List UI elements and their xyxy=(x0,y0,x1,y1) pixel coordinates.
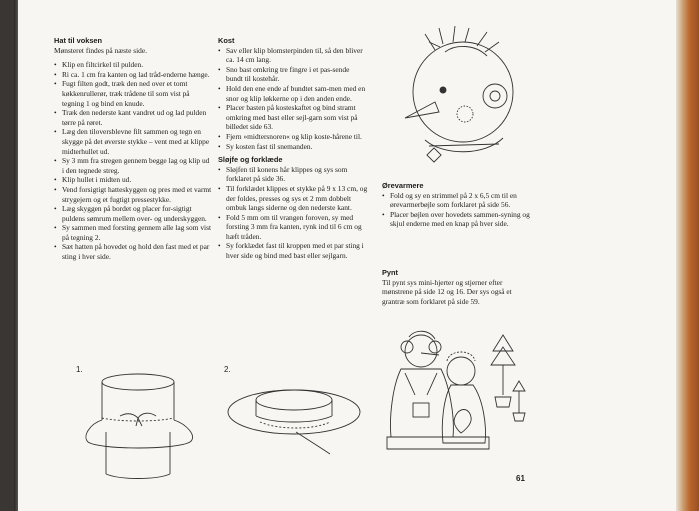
decor-section xyxy=(382,268,530,306)
decor-text: Til pynt sys mini-hjerter og stjerner efter mønstrene på side 12 og 16. Der sys også et grantræ som forklaret på side 59. xyxy=(382,277,512,306)
snowman-head-illustration xyxy=(395,22,525,172)
figure-1-hat-on-tube xyxy=(80,370,200,480)
hat-section xyxy=(54,36,212,262)
decor-title: Pynt xyxy=(382,268,399,277)
list-item: • Sløjfen til konens hår klippes og sys som forklaret på side 36. xyxy=(218,165,368,184)
list-item: • Fugt filten godt, træk den ned over et tomt køkkenrullerør, træk trådene til som vist på tegning 1 og bind en knude. xyxy=(54,79,212,108)
list-item: • Fjern »midtersnoren« og klip koste-hårene til. xyxy=(218,132,368,142)
figure-2-hat-brim xyxy=(224,372,364,462)
hat-title: Hat til voksen xyxy=(54,36,103,45)
list-item: • Hold den ene ende af bundtet sam-men med en snor og klip løkkerne op i den anden ende. xyxy=(218,84,368,103)
list-item: • Sno bast omkring tre fingre i et pas-sende bundt til kostehår. xyxy=(218,65,368,84)
list-item: • Sy forklædet fast til kroppen med et par sting i hver side og bind med bast eller sejlgarn. xyxy=(218,241,368,260)
list-item: • Læg skyggen på bordet og placer for-sigtigt puldens sømrum mellem over- og underskyggen. xyxy=(54,204,212,223)
list-item: • Sav eller klip blomsterpinden til, så den bliver ca. 14 cm lang. xyxy=(218,46,368,65)
list-item: • Klip en filtcirkel til pulden. xyxy=(54,60,212,70)
list-item: • Sy 3 mm fra stregen gennem begge lag og klip ud i den tegnede streg. xyxy=(54,156,212,175)
list-item: • Placer basten på kosteskaftet og bind stramt omkring med bast eller sejl-garn som vist på billedet side 63. xyxy=(218,103,368,132)
list-item: • Sy kosten fast til snemanden. xyxy=(218,142,368,152)
list-item: • Placer bøjlen over hovedets sammen-syning og skjul enderne med en knap på hver side. xyxy=(382,210,530,229)
hat-steps xyxy=(54,60,212,261)
earmuffs-title: Ørevarmere xyxy=(382,181,424,190)
page-edge xyxy=(676,0,699,511)
earmuffs-steps xyxy=(382,191,530,229)
list-item: • Til forklædet klippes et stykke på 9 x 13 cm, og der foldes, presses og sys et 2 mm dobbelt ombuk langs siderne og den nederste kant. xyxy=(218,184,368,213)
list-item: • Ri ca. 1 cm fra kanten og lad tråd-enderne hænge. xyxy=(54,70,212,80)
list-item: • Fold og sy en strimmel på 2 x 6,5 cm til en ørevarmerbøjle som forklaret på side 56. xyxy=(382,191,530,210)
earmuffs-section xyxy=(382,181,530,229)
bow-steps xyxy=(218,165,368,261)
list-item: • Vend forsigtigt hatteskyggen og pres med et varmt strygejern og et fugtigt pressestykke. xyxy=(54,185,212,204)
page-number: 61 xyxy=(516,474,525,483)
hat-intro: Mønsteret findes på næste side. xyxy=(54,45,147,55)
figure-1-label: 1. xyxy=(76,365,83,374)
list-item: • Sy sammen med forsting gennem alle lag som vist på tegning 2. xyxy=(54,223,212,242)
list-item: • Sæt hatten på hovedet og hold den fast med et par sting i hver side. xyxy=(54,242,212,261)
list-item: • Fold 5 mm om til vrangen foroven, sy med forsting 3 mm fra kanten, rynk ind til 6 cm og hæft tråden. xyxy=(218,213,368,242)
bow-title: Sløjfe og forklæde xyxy=(218,155,283,165)
list-item: • Læg den tiloversblevne filt sammen og tegn en skygge på det øverste stykke – vent med at klippe midterhullet ud. xyxy=(54,127,212,156)
broom-section xyxy=(218,36,368,261)
broom-title: Kost xyxy=(218,36,235,45)
broom-steps xyxy=(218,46,368,152)
list-item: • Træk den nederste kant vandret ud og lad pulden tørre på røret. xyxy=(54,108,212,127)
list-item: • Klip hullet i midten ud. xyxy=(54,175,212,185)
snowman-couple-illustration xyxy=(385,325,535,460)
figure-2-label: 2. xyxy=(224,365,231,374)
